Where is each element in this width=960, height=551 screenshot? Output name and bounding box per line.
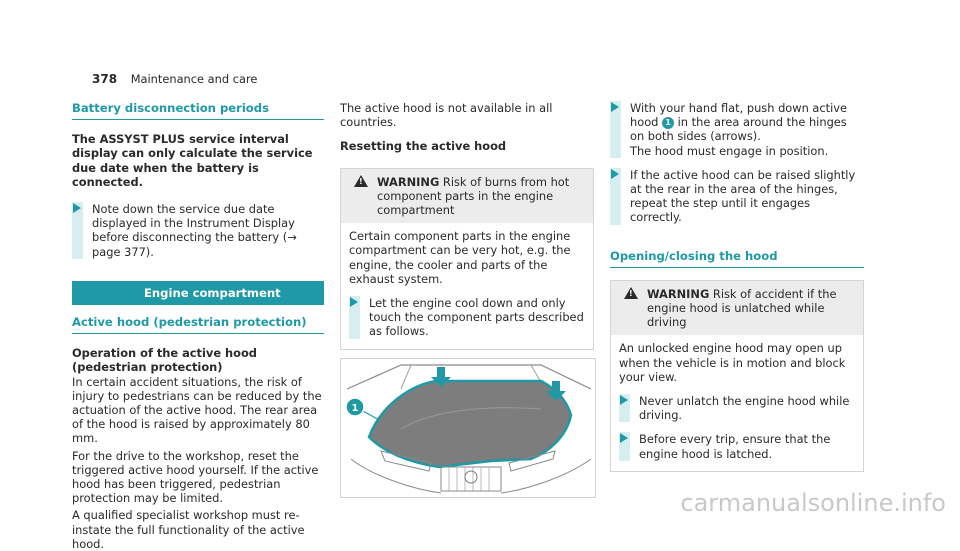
callout-number: 1 <box>351 402 359 414</box>
column-2 <box>340 101 594 498</box>
accident-warning-header <box>611 281 863 336</box>
qualified-text: A qualified specialist workshop must re-instate the full functionality of the active hood. <box>72 508 305 551</box>
warning-label: WARNING <box>647 286 710 301</box>
battery-step-text: Note down the service due date displayed in the Instrument Display before disconnecting the battery (→ page 377). <box>92 202 297 259</box>
accident-step-2 <box>619 432 855 460</box>
watermark: carmanualsonline.info <box>680 489 946 517</box>
battery-step <box>72 202 324 259</box>
resetting-heading: Resetting the active hood <box>340 139 507 154</box>
accident-step-1-text: Never unlatch the engine hood while driving. <box>639 394 850 423</box>
burn-warning-body <box>341 223 593 348</box>
warning-header-text: Risk of accident if the engine hood is unlatched while driving <box>647 286 837 330</box>
page-number: 378 <box>92 72 118 86</box>
push-step-text-b: in the area around the hinges on both sides (arrows). <box>630 115 847 144</box>
repeat-step-text: If the active hood can be raised slightly at the rear in the area of the hinges, repeat the step until it engages correctly. <box>630 167 856 225</box>
engine-compartment-title: Engine compartment <box>144 285 281 300</box>
accident-step-1 <box>619 394 855 422</box>
operation-text: In certain accident situations, the risk of injury to pedestrians can be reduced by the actuation of the active hood. The rear area of the hood is raised by approximately 80 mm. <box>72 374 322 446</box>
accident-warning-body <box>611 335 863 470</box>
column-1 <box>72 101 324 551</box>
battery-bold-text: The ASSYST PLUS service interval display can only calculate the service due date when the battery is connected. <box>72 132 313 189</box>
warning-triangle-icon <box>624 287 638 299</box>
battery-heading: Battery disconnection periods <box>72 101 324 120</box>
accident-warning-text: An unlocked engine hood may open up when the vehicle is in motion and block your view. <box>619 341 846 384</box>
burn-warning-header <box>341 169 593 224</box>
step-arrow-icon <box>619 432 630 460</box>
engine-compartment-bar <box>72 281 324 305</box>
step-arrow-icon <box>619 394 630 422</box>
burn-warning-text: Certain component parts in the engine compartment can be very hot, e.g. the engine, the cooler and parts of the exhaust system. <box>349 229 571 286</box>
chapter-title: Maintenance and care <box>130 72 258 86</box>
warning-header-text: Risk of burns from hot component parts in the engine compartment <box>377 174 570 218</box>
column-3 <box>610 101 864 472</box>
step-arrow-icon <box>610 168 621 225</box>
repeat-step <box>610 168 864 225</box>
step-arrow-icon <box>72 202 83 259</box>
operation-bold-text: Operation of the active hood (pedestrian protection) <box>72 346 257 375</box>
accident-step-2-text: Before every trip, ensure that the engine hood is latched. <box>639 432 831 461</box>
step-arrow-icon <box>610 101 621 158</box>
opening-heading: Opening/closing the hood <box>610 249 864 268</box>
not-available-text: The active hood is not available in all countries. <box>340 101 553 130</box>
push-step-result: The hood must engage in position. <box>630 143 829 158</box>
push-hood-step <box>610 101 864 158</box>
burn-warning-box <box>340 168 594 350</box>
callout-1-icon: 1 <box>662 117 674 129</box>
hood-heading: Active hood (pedestrian protection) <box>72 315 324 334</box>
drive-text: For the drive to the workshop, reset the triggered active hood yourself. If the active hood has been triggered, pedestrian protection may be limited. <box>72 448 319 506</box>
car-hood-illustration <box>341 359 595 497</box>
push-step-text-a: With your hand flat, push down active hood <box>630 101 848 130</box>
page-header <box>92 72 257 86</box>
warning-label: WARNING <box>377 174 440 189</box>
step-arrow-icon <box>349 296 360 339</box>
burn-warning-step-text: Let the engine cool down and only touch the component parts described as follows. <box>369 296 584 339</box>
hood-illustration <box>340 358 596 498</box>
accident-warning-box <box>610 280 864 472</box>
burn-warning-step <box>349 296 585 339</box>
warning-triangle-icon <box>354 175 368 187</box>
